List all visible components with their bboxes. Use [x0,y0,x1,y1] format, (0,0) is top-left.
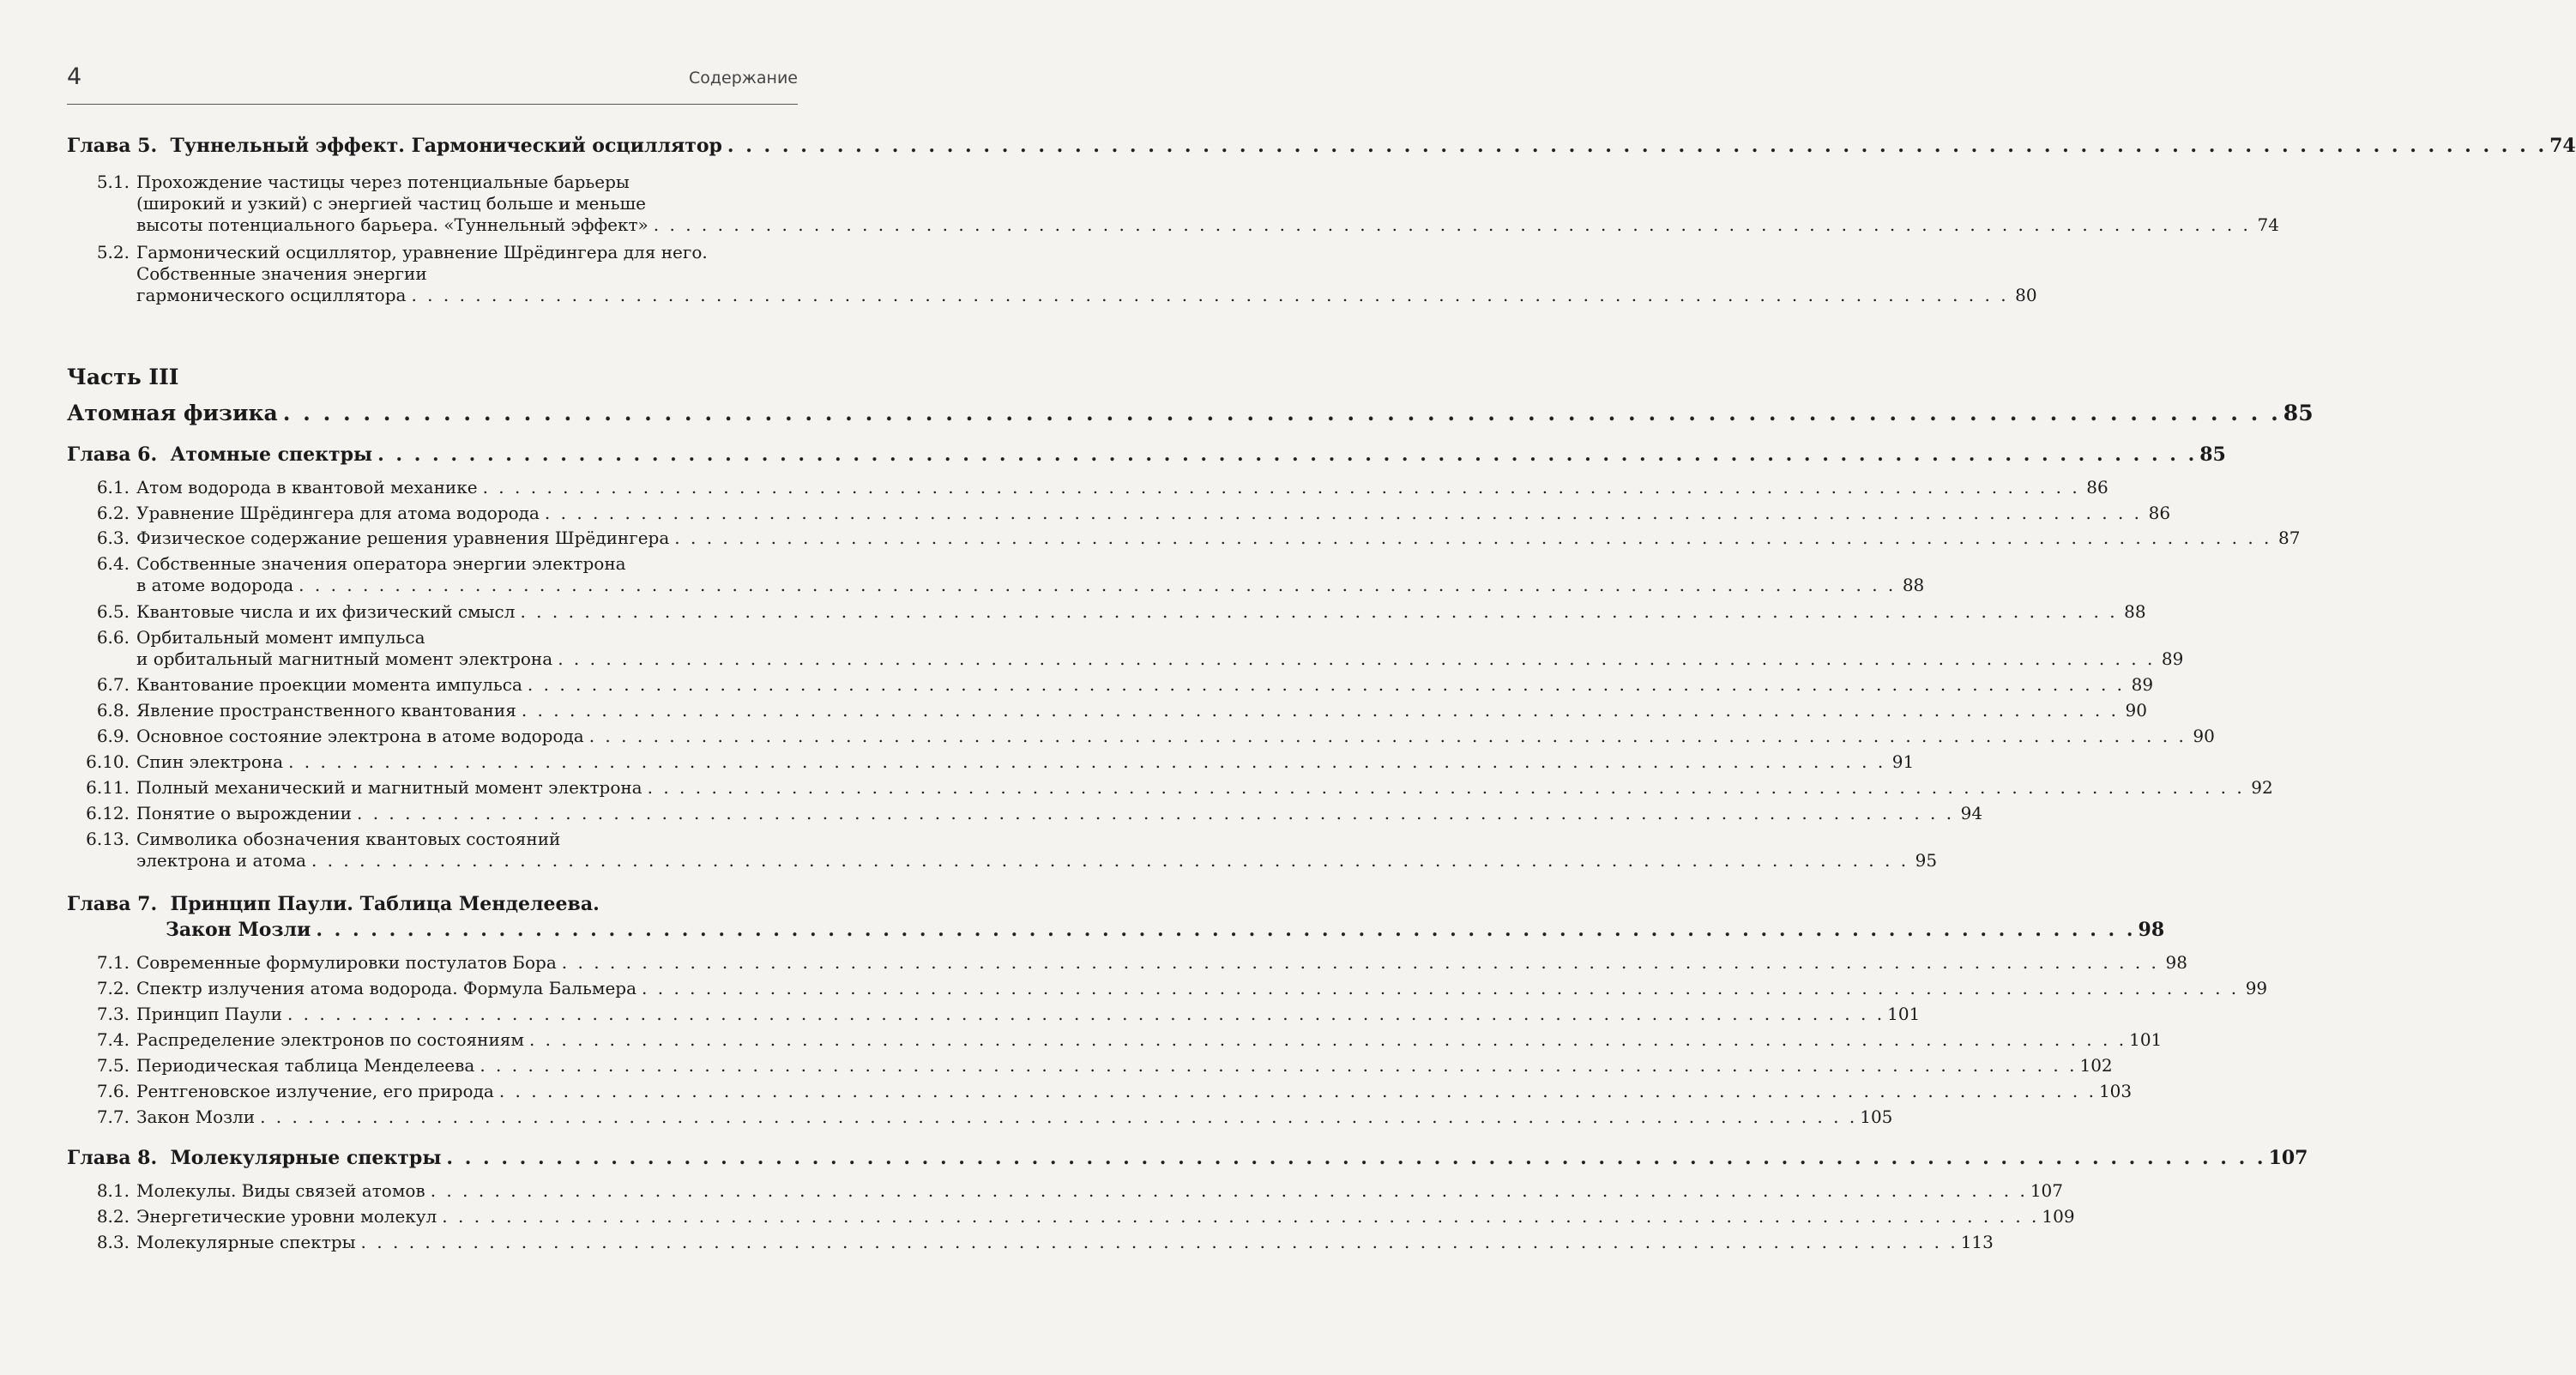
page-ref: 107 [2030,1180,2064,1201]
section-number: 8.2. [96,1206,130,1227]
page-number: 4 [67,63,82,90]
section-title: Квантовые числа и их физический смысл [136,601,516,622]
page-ref: 85 [2283,401,2314,425]
page-ref: 89 [2161,648,2184,669]
page-ref: 88 [1902,575,1925,595]
section-title: Понятие о вырождении [136,803,352,823]
section-number: 6.11. [86,777,130,798]
leader-dots [260,1105,1855,1129]
leader-dots [357,801,1952,825]
page-ref: 101 [1887,1004,1921,1024]
section-title: Рентгеновское излучение, его природа [136,1081,494,1101]
toc-section[interactable] [67,950,2187,974]
leader-dots [311,848,1906,872]
leader-dots [480,1053,2074,1077]
page-ref: 92 [2251,777,2273,798]
section-number: 5.1. [96,172,130,192]
section-title: Молекулы. Виды связей атомов [136,1180,425,1201]
leader-dots [589,724,2184,748]
section-title-line: Символика обозначения квантовых состояний [136,829,561,849]
leader-dots [674,526,2269,550]
leader-dots [528,672,2122,697]
section-title: Спин электрона [136,751,284,772]
leader-dots [558,647,2152,671]
section-title-line: Орбитальный момент импульса [136,627,425,648]
toc-section[interactable] [67,1105,1893,1129]
section-title-line: Прохождение частицы через потенциальные барьеры [136,172,630,192]
page-ref: 101 [2129,1029,2163,1050]
toc-section[interactable] [67,724,2215,748]
page-ref: 90 [2193,726,2215,746]
section-title: Спектр излучения атома водорода. Формула Бальмера [136,978,637,998]
leader-dots [288,750,1883,774]
toc-part-3[interactable] [67,400,2314,427]
chapter-label: Глава 5. [67,135,158,157]
toc-section[interactable] [67,552,798,576]
toc-chapter-6[interactable] [67,443,2226,467]
toc-section[interactable] [67,1028,2163,1052]
toc-section[interactable] [67,672,2154,697]
page-ref: 85 [2199,443,2226,466]
toc-section-5-2-last[interactable] [67,283,2037,307]
page-ref: 74 [2257,214,2279,235]
section-number: 6.13. [86,829,130,849]
page-ref: 95 [1915,850,1938,871]
page-ref: 94 [1960,803,1983,823]
toc-section[interactable] [67,1230,1994,1254]
toc-section-5-1[interactable] [67,170,798,194]
section-title-line: Собственные значения оператора энергии электрона [136,553,626,574]
toc-section[interactable] [67,625,798,649]
page-ref: 86 [2086,477,2108,498]
leader-dots [442,1204,2036,1228]
part-title: Атомная физика [67,401,278,425]
section-number: 8.3. [96,1232,130,1252]
page-ref: 107 [2268,1147,2308,1169]
section-number: 6.4. [96,553,130,574]
section-number: 6.12. [86,803,130,823]
toc-chapter-8[interactable] [67,1146,2308,1170]
chapter-title: Молекулярные спектры [170,1147,442,1169]
chapter-label: Глава 7. [67,893,158,915]
leader-dots [642,976,2236,1000]
section-number: 6.7. [96,674,130,695]
page-ref: 98 [2138,919,2165,941]
toc-section[interactable] [67,526,2301,550]
chapter-label: Глава 8. [67,1147,158,1169]
section-title: Полный механический и магнитный момент электрона [136,777,642,798]
section-title: Распределение электронов по состояниям [136,1029,524,1050]
section-title-line: высоты потенциального барьера. «Туннельный эффект» [136,214,649,235]
section-title-line: Собственные значения энергии [136,263,427,284]
section-title: Квантование проекции момента импульса [136,674,522,695]
section-number: 6.1. [96,477,130,498]
toc-chapter-5[interactable] [67,134,2576,158]
page-ref: 99 [2245,978,2268,998]
section-title-line: Гармонический осциллятор, уравнение Шрёдингера для него. [136,242,708,262]
toc-section[interactable] [67,976,2268,1000]
header-rule [67,104,798,105]
leader-dots [654,213,2248,237]
section-title: в атоме водорода [136,575,294,595]
section-title: Уравнение Шрёдингера для атома водорода [136,503,540,523]
section-title-line: гармонического осциллятора [136,285,407,305]
leader-dots [648,775,2242,799]
page-ref: 89 [2131,674,2154,695]
leader-dots [529,1028,2124,1052]
section-number: 7.2. [96,978,130,998]
section-number: 6.2. [96,503,130,523]
leader-dots [411,283,2006,307]
section-number: 6.6. [96,627,130,648]
leader-dots [431,1179,2025,1203]
leader-dots [377,443,2194,467]
toc-section[interactable] [67,801,1983,825]
toc-section-cont[interactable] [67,573,1925,597]
toc-section-cont[interactable] [67,647,2184,671]
toc-section[interactable] [67,600,2146,624]
page-ref: 86 [2148,503,2171,523]
section-number: 6.9. [96,726,130,746]
leader-dots [522,698,2116,722]
section-title: Атом водорода в квантовой механике [136,477,478,498]
part-label: Часть III [67,365,179,389]
leader-dots [316,918,2133,942]
section-title: Молекулярные спектры [136,1232,356,1252]
toc-section[interactable] [67,775,2273,799]
section-title: Закон Мозли [136,1107,256,1127]
page-ref: 91 [1891,751,1915,772]
toc-section-cont[interactable] [67,848,1938,872]
section-title: Основное состояние электрона в атоме водорода [136,726,584,746]
leader-dots [299,573,1893,597]
section-title: Физическое содержание решения уравнения Шрёдингера [136,528,670,548]
section-number: 8.1. [96,1180,130,1201]
leader-dots [283,400,2278,427]
section-number: 7.7. [96,1107,130,1127]
page-ref: 109 [2042,1206,2075,1227]
section-number: 5.2. [96,242,130,262]
chapter-title-line: Принцип Паули. Таблица Менделеева. [170,893,600,915]
leader-dots [727,134,2544,158]
section-number: 7.1. [96,952,130,973]
toc-section[interactable] [67,1179,2064,1203]
toc-section[interactable] [67,1002,1921,1026]
section-number: 6.5. [96,601,130,622]
page-ref: 98 [2165,952,2187,973]
chapter-title: Туннельный эффект. Гармонический осциллятор [170,135,722,157]
section-title: электрона и атома [136,850,306,871]
toc-section[interactable] [67,1079,2133,1103]
page-ref: 105 [1860,1107,1893,1127]
page-ref: 90 [2125,700,2147,721]
section-number: 6.10. [86,751,130,772]
section-title-line: (широкий и узкий) с энергией частиц больше и меньше [136,193,646,214]
section-title: Периодическая таблица Менделеева [136,1055,475,1076]
leader-dots [361,1230,1956,1254]
leader-dots [287,1002,1882,1026]
toc-section-5-2[interactable] [67,240,798,264]
leader-dots [545,501,2139,525]
page-ref: 102 [2079,1055,2113,1076]
toc-section[interactable] [67,1204,2075,1228]
page-ref: 87 [2277,528,2301,548]
toc-section-5-1-last[interactable] [67,213,2279,237]
section-title: Явление пространственного квантования [136,700,516,721]
toc-chapter-7[interactable] [67,892,798,916]
running-title: Содержание [689,69,798,87]
section-title: и орбитальный магнитный момент электрона [136,648,553,669]
page-ref: 113 [1960,1232,1994,1252]
section-number: 7.5. [96,1055,130,1076]
page-ref: 88 [2124,601,2146,622]
toc-section[interactable] [67,1053,2113,1077]
chapter-title: Закон Мозли [166,919,311,941]
section-number: 7.4. [96,1029,130,1050]
toc-section[interactable] [67,750,1915,774]
leader-dots [520,600,2114,624]
page-ref: 80 [2015,285,2037,305]
leader-dots [446,1146,2263,1170]
section-title: Современные формулировки постулатов Бора [136,952,557,973]
section-number: 7.3. [96,1004,130,1024]
chapter-title: Атомные спектры [170,443,373,466]
toc-section[interactable] [67,475,2108,499]
section-number: 7.6. [96,1081,130,1101]
chapter-label: Глава 6. [67,443,158,466]
toc-chapter-7-cont[interactable] [67,918,2165,942]
section-title: Принцип Паули [136,1004,282,1024]
section-number: 6.8. [96,700,130,721]
leader-dots [483,475,2078,499]
page-ref: 103 [2098,1081,2133,1101]
toc-section[interactable] [67,827,798,851]
page-ref: 74 [2549,135,2576,157]
leader-dots [562,950,2157,974]
toc-section[interactable] [67,501,2171,525]
section-number: 6.3. [96,528,130,548]
toc-section[interactable] [67,698,2147,722]
leader-dots [499,1079,2094,1103]
section-title: Энергетические уровни молекул [136,1206,437,1227]
